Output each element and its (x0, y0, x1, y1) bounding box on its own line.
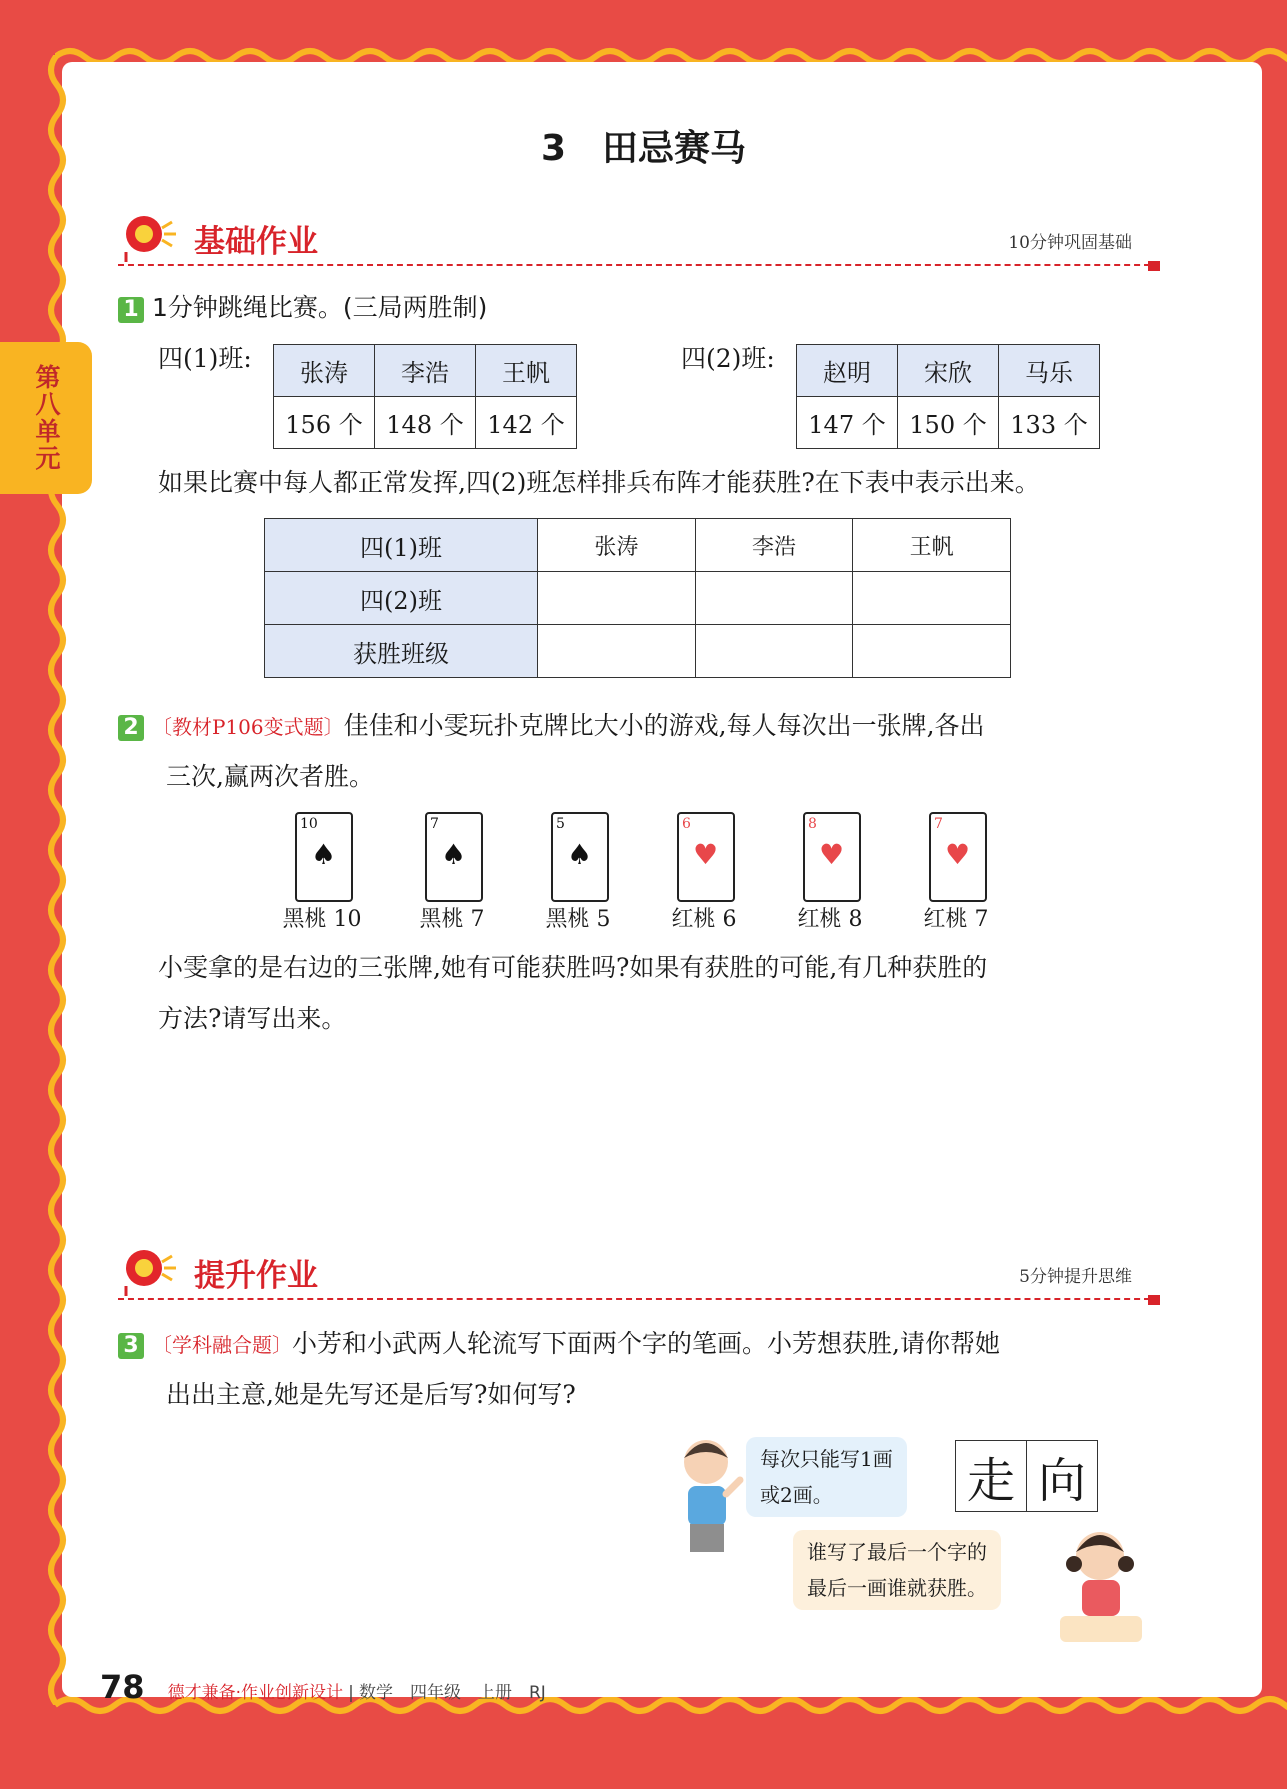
answer-blank-cell[interactable] (538, 625, 696, 678)
answer-row-header: 四(1)班 (265, 519, 538, 572)
class2-name-cell: 宋欣 (898, 345, 999, 397)
unit-tab: 第八单元 (0, 342, 92, 494)
card-rank: 6 (682, 816, 691, 832)
balloon-icon (118, 1246, 184, 1296)
bubble2-line2: 最后一画谁就获胜。 (807, 1576, 987, 1600)
answer-cell: 李浩 (695, 519, 853, 572)
section-advanced-label: 提升作业 (194, 1258, 318, 1294)
class2-score-cell: 150 个 (898, 397, 999, 449)
q2-number: 2 (118, 715, 144, 741)
section-basic-label: 基础作业 (194, 224, 318, 260)
card-rank: 5 (556, 816, 565, 832)
class2-score-cell: 133 个 (999, 397, 1100, 449)
q2-stem-line2: 三次,赢两次者胜。 (166, 762, 374, 791)
q2-stem-line1 (118, 700, 985, 753)
q2-tag: 〔教材P106变式题〕 (152, 715, 344, 739)
section-basic-time: 10分钟巩固基础 (1008, 233, 1132, 253)
section-divider (118, 264, 1160, 266)
boy-illustration (668, 1432, 748, 1562)
q1-stem (118, 282, 487, 333)
answer-blank-cell[interactable] (853, 572, 1011, 625)
q2-stem-text: 佳佳和小雯玩扑克牌比大小的游戏,每人每次出一张牌,各出 (343, 711, 985, 740)
section-advanced-time: 5分钟提升思维 (1019, 1267, 1132, 1287)
q1-stem-text: 1分钟跳绳比赛。(三局两胜制) (152, 293, 488, 322)
playing-card (295, 812, 353, 902)
section-divider (118, 1298, 1160, 1300)
card-suit-icon: ♥ (945, 838, 971, 871)
card-label: 黑桃 7 (419, 907, 485, 932)
card-suit-icon: ♠ (567, 838, 593, 871)
playing-card (425, 812, 483, 902)
q2-question-line2: 方法?请写出来。 (158, 1004, 347, 1033)
answer-row-header: 获胜班级 (265, 625, 538, 678)
section-advanced-header (118, 1246, 1160, 1300)
girl-speech-bubble (793, 1530, 1001, 1610)
playing-card (677, 812, 735, 902)
bubble2-line1: 谁写了最后一个字的 (807, 1540, 987, 1564)
answer-cell: 王帆 (853, 519, 1011, 572)
card-suit-icon: ♠ (311, 838, 337, 871)
page-title: 3 田忌赛马 (540, 128, 747, 169)
class1-name-cell: 张涛 (274, 345, 375, 397)
class2-score-cell: 147 个 (797, 397, 898, 449)
playing-card (551, 812, 609, 902)
divider-endcap (1148, 1295, 1160, 1305)
q3-number: 3 (118, 1333, 144, 1359)
class2-name-cell: 马乐 (999, 345, 1100, 397)
card-label: 红桃 7 (923, 907, 989, 932)
character-box: 走 (955, 1440, 1027, 1512)
page-footer: 78 德才兼备·作业创新设计 | 数学 四年级 上册 RJ (100, 1668, 546, 1706)
class1-label: 四(1)班: (158, 344, 252, 373)
q1-number: 1 (118, 297, 144, 323)
section-basic-header (118, 212, 1160, 266)
card-rank: 8 (808, 816, 817, 832)
card-suit-icon: ♥ (819, 838, 845, 871)
bubble1-line1: 每次只能写1画 (760, 1447, 893, 1471)
class1-name-cell: 李浩 (375, 345, 476, 397)
answer-blank-cell[interactable] (695, 572, 853, 625)
q3-stem-line1 (118, 1318, 1000, 1371)
q3-stem-text: 小芳和小武两人轮流写下面两个字的笔画。小芳想获胜,请你帮她 (292, 1329, 1000, 1358)
divider-endcap (1148, 261, 1160, 271)
class1-score-cell: 148 个 (375, 397, 476, 449)
class1-name-cell: 王帆 (476, 345, 577, 397)
card-label: 红桃 6 (671, 907, 737, 932)
q1-question: 如果比赛中每人都正常发挥,四(2)班怎样排兵布阵才能获胜?在下表中表示出来。 (158, 468, 1040, 497)
card-label: 红桃 8 (797, 907, 863, 932)
card-label: 黑桃 5 (545, 907, 611, 932)
character-box: 向 (1026, 1440, 1098, 1512)
wavy-border-left (42, 55, 72, 1705)
class1-score-table (273, 344, 577, 449)
footer-info: 数学 四年级 上册 RJ (358, 1683, 546, 1703)
card-rank: 7 (934, 816, 943, 832)
card-suit-icon: ♥ (693, 838, 719, 871)
class1-score-cell: 156 个 (274, 397, 375, 449)
answer-cell: 张涛 (538, 519, 696, 572)
answer-row-header: 四(2)班 (265, 572, 538, 625)
q3-stem-line2: 出出主意,她是先写还是后写?如何写? (166, 1380, 576, 1409)
card-rank: 10 (300, 816, 318, 832)
boy-speech-bubble (746, 1437, 907, 1517)
class1-score-cell: 142 个 (476, 397, 577, 449)
q3-tag: 〔学科融合题〕 (152, 1333, 292, 1357)
bubble1-line2: 或2画。 (760, 1483, 833, 1507)
card-suit-icon: ♠ (441, 838, 467, 871)
card-label: 黑桃 10 (282, 907, 362, 932)
balloon-icon (118, 212, 184, 262)
answer-blank-cell[interactable] (853, 625, 1011, 678)
girl-illustration (1056, 1522, 1146, 1647)
q1-answer-table (264, 518, 1011, 678)
footer-brand: 德才兼备·作业创新设计 (167, 1683, 344, 1703)
page-number: 78 (100, 1668, 145, 1706)
class2-score-table (796, 344, 1100, 449)
card-rank: 7 (430, 816, 439, 832)
q2-question-line1: 小雯拿的是右边的三张牌,她有可能获胜吗?如果有获胜的可能,有几种获胜的 (158, 953, 988, 982)
class2-name-cell: 赵明 (797, 345, 898, 397)
answer-blank-cell[interactable] (538, 572, 696, 625)
playing-card (803, 812, 861, 902)
playing-card (929, 812, 987, 902)
answer-blank-cell[interactable] (695, 625, 853, 678)
class2-label: 四(2)班: (681, 344, 775, 373)
